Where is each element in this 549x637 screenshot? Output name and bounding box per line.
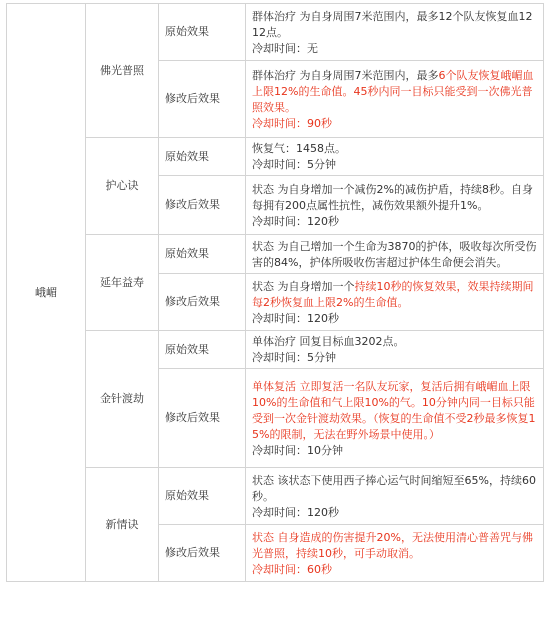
effect-description: [246, 138, 544, 176]
skill-name: 护心诀: [86, 138, 159, 235]
cooldown-text: 冷却时间：无: [252, 41, 318, 55]
effect-type-modified: 修改后效果: [159, 369, 246, 468]
description-text: 状态 为自身增加一个减伤2%的减伤护盾，持续8秒。自身每拥有200点属性抗性，减伤效果额外提升1%。: [252, 182, 533, 212]
description-text-highlight: 6个队友恢复峨嵋血上限12%的生命值。45秒内同一目标只能受到一次佛光普照效果。: [252, 68, 534, 114]
effect-description: [246, 61, 544, 138]
effect-description: [246, 4, 544, 61]
effect-type-original: 原始效果: [159, 331, 246, 369]
effect-type-original: 原始效果: [159, 4, 246, 61]
effect-description: [246, 331, 544, 369]
effect-description: [246, 235, 544, 274]
effect-description: [246, 369, 544, 468]
effect-type-original: 原始效果: [159, 235, 246, 274]
cooldown-text: 冷却时间：5分钟: [252, 158, 336, 171]
effect-description: [246, 274, 544, 331]
skill-change-table: [6, 3, 544, 582]
cooldown-text: 冷却时间：10分钟: [252, 443, 343, 457]
description-text-highlight: 持续10秒的恢复效果，效果持续期间每2秒恢复血上限2%的生命值。: [252, 279, 534, 309]
description-text: 群体治疗 为自身周围7米范围内，最多12个队友恢复血1212点。: [252, 9, 533, 39]
cooldown-text: 冷却时间：5分钟: [252, 351, 336, 364]
cooldown-text: 冷却时间：120秒: [252, 505, 339, 519]
effect-type-original: 原始效果: [159, 138, 246, 176]
table-row: [7, 468, 544, 525]
effect-description: [246, 525, 544, 582]
description-text: 单体治疗 回复目标血3202点。: [252, 335, 405, 348]
effect-description: [246, 468, 544, 525]
description-text: 状态 为自己增加一个生命为3870的护体，吸收每次所受伤害的84%，护体所吸收伤害超过护体生命便会消失。: [252, 239, 537, 269]
effect-type-modified: 修改后效果: [159, 274, 246, 331]
description-text: 恢复气：1458点。: [252, 142, 346, 155]
description-text: 状态 该状态下使用西子捧心运气时间缩短至65%，持续60秒。: [252, 473, 536, 503]
effect-type-modified: 修改后效果: [159, 525, 246, 582]
cooldown-text: 冷却时间：120秒: [252, 311, 339, 325]
description-text: 状态 为自身增加一个: [252, 279, 355, 293]
section-name: 峨嵋: [7, 4, 86, 582]
cooldown-text: 冷却时间：120秒: [252, 214, 339, 228]
table-row: [7, 4, 544, 61]
effect-type-modified: 修改后效果: [159, 176, 246, 235]
effect-type-modified: 修改后效果: [159, 61, 246, 138]
description-text-highlight: 单体复活 立即复活一名队友玩家，复活后拥有峨嵋血上限10%的生命值和气上限10%的气。10分钟内同一目标只能受到一次金针渡劫效果。（恢复的生命值不受2秒最多恢复15%的限制，无法在野外场景中使用。）: [252, 379, 536, 441]
table-row: [7, 235, 544, 274]
skill-name: 新情诀: [86, 468, 159, 582]
table-row: [7, 138, 544, 176]
table-row: [7, 331, 544, 369]
skill-name: 金针渡劫: [86, 331, 159, 468]
skill-name: 延年益寿: [86, 235, 159, 331]
description-text-highlight: 状态 自身造成的伤害提升20%，无法使用清心普善咒与佛光普照，持续10秒，可手动取消。: [252, 530, 533, 560]
effect-type-original: 原始效果: [159, 468, 246, 525]
skill-change-table-wrapper: [6, 3, 544, 582]
cooldown-text: 冷却时间：60秒: [252, 562, 332, 576]
cooldown-text: 冷却时间：90秒: [252, 116, 332, 130]
description-text: 群体治疗 为自身周围7米范围内，最多: [252, 68, 439, 82]
effect-description: [246, 176, 544, 235]
skill-name: 佛光普照: [86, 4, 159, 138]
